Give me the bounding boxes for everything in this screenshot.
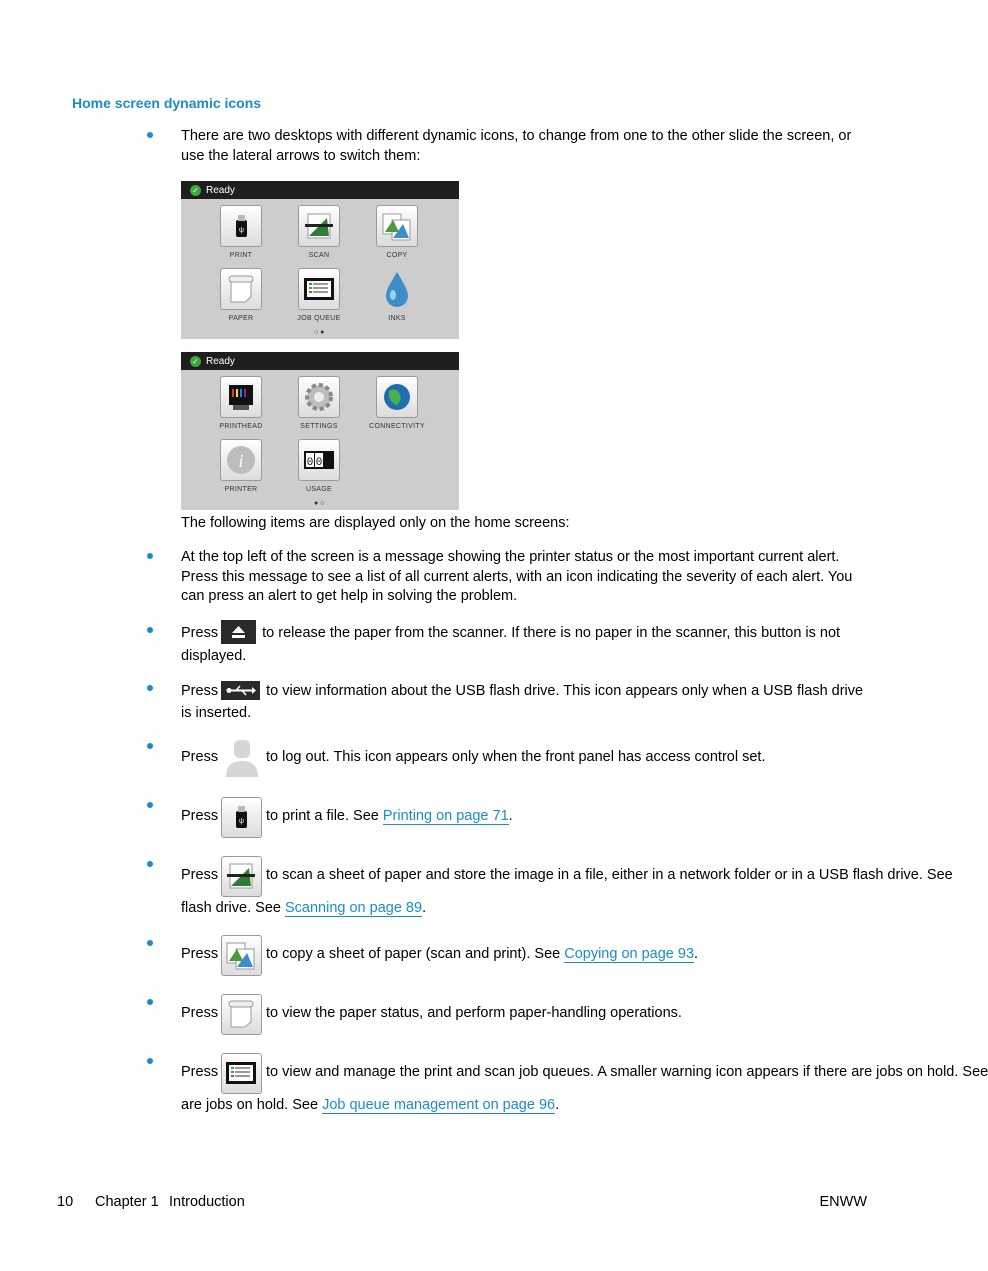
check-icon: ✓ — [190, 185, 201, 196]
svg-text:0: 0 — [306, 457, 314, 469]
copy-icon — [221, 935, 262, 976]
eject-description: to release the paper from the scanner. If there is no paper in the scanner, this button is not displayed. — [181, 625, 841, 664]
job-queue-link[interactable]: Job queue management on page 96 — [322, 1097, 556, 1113]
gear-icon — [299, 377, 339, 417]
bullet-dot — [147, 132, 153, 138]
copying-link[interactable]: Copying on page 93 — [564, 946, 695, 962]
eject-icon — [221, 620, 256, 644]
press-word: Press — [181, 1005, 219, 1021]
tile-label: PRINTER — [224, 486, 258, 493]
usb-icon — [221, 681, 260, 700]
job-queue-text-continued: are jobs on hold. See — [181, 1097, 323, 1113]
job-queue-icon — [299, 269, 339, 309]
usb-description: to view information about the USB flash drive. This icon appears only when a USB flash drive is inserted. — [181, 683, 864, 721]
bullet-dot — [147, 940, 153, 946]
scan-description-line1 — [266, 867, 953, 887]
check-icon: ✓ — [190, 356, 201, 367]
svg-text:ψ: ψ — [239, 227, 244, 234]
printhead-tile[interactable] — [220, 376, 262, 418]
usb-drive-icon — [221, 206, 261, 246]
bullet-dot — [147, 861, 153, 867]
page-indicator: ○ ● — [314, 329, 325, 336]
paper-icon — [221, 994, 262, 1035]
chapter-title: Introduction — [169, 1194, 245, 1210]
period: . — [694, 946, 699, 962]
svg-text:0: 0 — [315, 457, 323, 469]
settings-tile[interactable] — [298, 376, 340, 418]
tile-label: CONNECTIVITY — [369, 423, 425, 430]
scan-tile[interactable] — [298, 205, 340, 247]
printhead-icon — [221, 377, 261, 417]
copy-description — [266, 946, 698, 962]
bullet-dot — [147, 802, 153, 808]
print-icon — [221, 797, 262, 838]
status-text: Ready — [206, 355, 235, 367]
bullet-dot — [147, 999, 153, 1005]
press-word: Press — [181, 808, 219, 824]
job-queue-description-line1 — [266, 1064, 988, 1084]
inks-tile[interactable] — [376, 268, 418, 310]
status-text: Ready — [206, 184, 235, 196]
scan-icon — [299, 206, 339, 246]
user-logout-icon — [225, 739, 259, 777]
home-screen-desktop-1 — [181, 181, 459, 339]
copy-icon — [377, 206, 417, 246]
section-heading: Home screen dynamic icons — [72, 95, 262, 111]
tile-label: PRINT — [229, 252, 253, 259]
copy-text: to copy a sheet of paper (scan and print). See — [266, 946, 565, 962]
job-queue-icon — [221, 1053, 262, 1094]
job-queue-text: to view and manage the print and scan job queues. A smaller warning icon appears if there are jobs on hold. See — [266, 1064, 988, 1080]
logout-description: to log out. This icon appears only when the front panel has access control set. — [266, 749, 766, 765]
intro-text: There are two desktops with different dynamic icons, to change from one to the other slide the screen, or use the lateral arrows to switch them: — [181, 128, 852, 164]
print-tile[interactable] — [220, 205, 262, 247]
bullet-dot — [147, 743, 153, 749]
tile-label: SCAN — [308, 252, 330, 259]
scan-text-continued: flash drive. See — [181, 900, 285, 916]
period: . — [555, 1097, 560, 1113]
paper-tile[interactable] — [220, 268, 262, 310]
connectivity-tile[interactable] — [376, 376, 418, 418]
status-message-text: At the top left of the screen is a message showing the printer status or the most important current alert. Press this message to see a list of all current alerts, with an icon indicating the severity of each alert. You can press an alert to get help in solving the problem. — [181, 549, 853, 604]
copy-tile[interactable] — [376, 205, 418, 247]
tile-label: USAGE — [305, 486, 332, 493]
tile-label: INKS — [388, 315, 406, 322]
tile-label: JOB QUEUE — [297, 315, 341, 322]
usage-tile[interactable] — [298, 439, 340, 481]
period: . — [422, 900, 427, 916]
paper-description: to view the paper status, and perform paper-handling operations. — [266, 1005, 682, 1021]
printer-tile[interactable] — [220, 439, 262, 481]
scan-text: to scan a sheet of paper and store the image in a file, either in a network folder or in a USB flash drive. See — [266, 867, 953, 883]
press-word: Press — [181, 1064, 219, 1080]
press-word: Press — [181, 867, 219, 883]
tile-label: COPY — [386, 252, 408, 259]
press-word: Press — [181, 625, 219, 641]
press-word: Press — [181, 749, 219, 765]
status-bar[interactable] — [181, 181, 459, 199]
status-bar[interactable] — [181, 352, 459, 370]
bullet-dot — [147, 553, 153, 559]
printing-link[interactable]: Printing on page 71 — [382, 808, 509, 824]
home-screen-desktop-2 — [181, 352, 459, 510]
eject-paragraph — [181, 622, 866, 668]
svg-text:i: i — [238, 451, 244, 471]
tile-label: PAPER — [228, 315, 254, 322]
job-queue-description-line2 — [181, 1097, 559, 1113]
paper-roll-icon — [221, 269, 261, 309]
page-indicator: ● ○ — [314, 500, 325, 507]
period: . — [508, 808, 513, 824]
scan-icon — [221, 856, 262, 897]
print-description — [266, 808, 513, 824]
counter-icon — [299, 440, 339, 480]
ink-drop-icon — [376, 268, 418, 310]
chapter-label: Chapter 1 — [95, 1194, 159, 1210]
press-word: Press — [181, 683, 219, 699]
press-word: Press — [181, 946, 219, 962]
scan-description-line2 — [181, 900, 426, 916]
following-text: The following items are displayed only on the home screens: — [181, 515, 570, 531]
bullet-dot — [147, 685, 153, 691]
tile-label: PRINTHEAD — [219, 423, 263, 430]
scanning-link[interactable]: Scanning on page 89 — [284, 900, 423, 916]
job-queue-tile[interactable] — [298, 268, 340, 310]
footer-right: ENWW — [819, 1194, 867, 1210]
svg-text:ψ: ψ — [239, 818, 244, 825]
info-icon — [221, 440, 261, 480]
bullet-dot — [147, 1058, 153, 1064]
usb-paragraph — [181, 680, 866, 724]
bullet-dot — [147, 627, 153, 633]
page-number: 10 — [57, 1194, 74, 1210]
tile-label: SETTINGS — [300, 423, 338, 430]
globe-icon — [377, 377, 417, 417]
print-text: to print a file. See — [266, 808, 383, 824]
